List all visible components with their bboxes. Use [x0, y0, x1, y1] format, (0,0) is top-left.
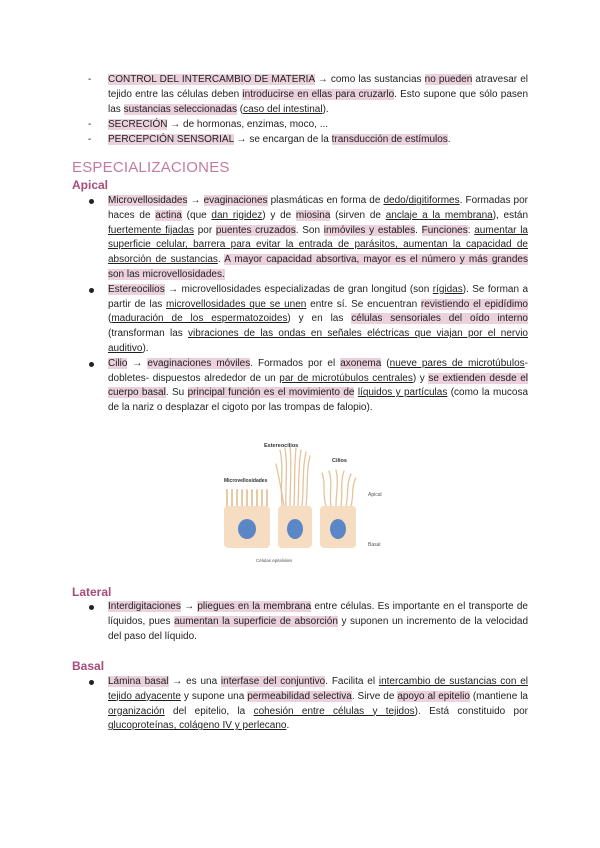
lateral-list: [88, 600, 528, 644]
text-run: →: [187, 195, 204, 206]
dash-item-text: [108, 134, 451, 145]
highlighted-text: permeabilidad selectiva: [247, 690, 352, 702]
text-run: plasmáticas en forma de: [267, 195, 384, 206]
underlined-text: anclaje a la membrana: [385, 209, 493, 221]
text-run: .: [217, 254, 225, 266]
underlined-text: dedo/digitiformes: [383, 195, 460, 206]
highlighted-text: revistiendo el epidídimo: [420, 298, 528, 310]
text-run: → microvellosidades especializadas de gran longitud (son: [164, 283, 433, 295]
highlighted-text: células sensoriales del oído interno: [351, 313, 528, 325]
basal-list: [88, 675, 528, 734]
underlined-text: maduración de los espermatozoides: [111, 313, 288, 325]
text-run: ), están: [492, 209, 529, 221]
text-run: ).: [142, 342, 149, 354]
dash-item: [88, 72, 528, 117]
bullet-item-text: [108, 358, 528, 413]
text-run: del epitelio, la: [164, 705, 254, 717]
bullet-item: [88, 357, 528, 416]
text-run: (: [381, 357, 390, 369]
text-run: y supone una: [180, 690, 248, 702]
underlined-text: fuertemente fijadas: [108, 224, 194, 236]
dash-item: [88, 117, 528, 132]
underlined-text: intercambio de sustancias con el tejido adyacente: [108, 676, 529, 702]
text-run: ).: [322, 104, 329, 115]
highlighted-text: apoyo al epitelio: [397, 690, 470, 702]
highlighted-text: evaginaciones: [203, 195, 268, 206]
figure-caption: Células epiteliales: [256, 558, 293, 563]
text-run: por: [193, 224, 216, 236]
dash-marker: -: [88, 74, 92, 85]
lateral-heading: Lateral: [72, 585, 112, 599]
text-run: → es una: [168, 676, 221, 687]
dash-marker: -: [88, 134, 92, 145]
dash-item-text: [108, 74, 528, 115]
apical-list: [88, 194, 528, 416]
text-run: y suponen un incremento de la velocidad del paso del líquido.: [108, 615, 528, 642]
bullet-dot: [89, 362, 94, 367]
text-run: .: [415, 224, 422, 236]
basal-heading: Basal: [72, 659, 105, 673]
text-run: (que: [181, 209, 212, 221]
bullet-dot: [89, 288, 94, 293]
nucleus-2: [287, 519, 303, 539]
highlighted-text: introducirse en ellas para cruzarlo: [242, 89, 395, 100]
text-run: . Son: [295, 224, 324, 236]
highlighted-text: evaginaciones móviles: [147, 357, 251, 369]
epithelial-cells-figure: [222, 438, 392, 568]
text-run: (transforman las: [108, 328, 189, 340]
bullet-item-text: [108, 601, 528, 642]
dash-item: [88, 132, 528, 147]
highlighted-text: miosina: [295, 209, 331, 221]
highlighted-text: PERCEPCIÓN SENSORIAL: [108, 134, 234, 145]
text-run: (: [236, 104, 244, 115]
text-run: ). Está constituido por: [414, 705, 528, 717]
highlighted-text: Microvellosidades: [108, 195, 188, 206]
text-run: :: [467, 224, 475, 236]
text-run: (sirven de: [330, 209, 386, 221]
underlined-text: cohesión entre células y tejidos: [253, 705, 415, 717]
text-run: . Esto supone que sólo pasen las: [108, 89, 529, 115]
apical-heading: Apical: [72, 178, 109, 192]
epithelial-cells-illustration: [222, 438, 392, 568]
underlined-text: nueve pares de microtúbulos: [389, 357, 525, 369]
text-run: . Formadas por haces de: [108, 195, 528, 221]
underlined-text: par de microtúbulos centrales: [279, 372, 413, 384]
text-run: (mantiene la: [469, 690, 528, 702]
text-run: . Sirve de: [351, 690, 398, 702]
text-run: . Facilita el: [325, 676, 379, 687]
highlighted-text: interfase del conjuntivo: [220, 676, 326, 687]
bullet-item: [88, 194, 528, 283]
highlighted-text: Cilio: [108, 357, 128, 369]
highlighted-text: axonema: [340, 357, 382, 369]
text-run: atravesar el tejido entre las células deben: [108, 74, 529, 100]
bullet-dot: [89, 680, 94, 685]
underlined-text: dan rigidez: [211, 209, 263, 221]
nucleus-3: [330, 519, 346, 539]
underlined-text: rígidas: [432, 283, 463, 295]
highlighted-text: no pueden: [424, 74, 473, 85]
highlighted-text: pliegues en la membrana: [197, 601, 312, 612]
bullet-item: [88, 675, 528, 734]
text-run: . Formados por el: [250, 357, 341, 369]
underlined-text: caso del intestinal: [243, 104, 323, 115]
label-cilios: Cilios: [332, 458, 347, 464]
text-run: → de hormonas, enzimas, moco, ...: [167, 119, 329, 130]
underlined-text: líquidos y partículas: [357, 387, 448, 399]
label-basal: Basal: [368, 542, 381, 548]
highlighted-text: inmóviles y estables: [323, 224, 416, 236]
highlighted-text: principal función es el movimiento de: [187, 387, 355, 399]
highlighted-text: transducción de estímulos: [331, 134, 448, 145]
text-run: →: [127, 357, 148, 369]
highlighted-text: SECRECIÓN: [108, 119, 168, 130]
underlined-text: microvellosidades que se unen: [166, 298, 307, 310]
microvilli: [227, 490, 267, 506]
text-run: →: [180, 601, 198, 612]
text-run: entre sí. Se encuentran: [306, 298, 421, 310]
highlighted-text: Interdigitaciones: [108, 601, 181, 612]
stereocilia: [276, 447, 310, 506]
label-estereocilios: Estereocilios: [264, 443, 299, 449]
nucleus-1: [238, 519, 256, 539]
highlighted-text: A mayor capacidad absortiva, mayor es el número y más grandes son las microvellosidades.: [108, 254, 528, 280]
function-list: [88, 72, 528, 147]
highlighted-text: Funciones: [421, 224, 468, 236]
label-apical: Apical: [368, 492, 382, 498]
highlighted-text: se extienden desde el cuerpo basal: [108, 372, 528, 399]
highlighted-text: actina: [155, 209, 182, 221]
highlighted-text: aumentan la superficie de absorción: [174, 615, 338, 627]
highlighted-text: sustancias seleccionadas: [123, 104, 237, 115]
text-run: ). Se forman a partir de las: [108, 283, 529, 310]
bullet-item-text: [108, 195, 528, 280]
highlighted-text: Lámina basal: [108, 676, 169, 687]
underlined-text: glucoproteínas, colágeno IV y perlecano: [108, 720, 287, 732]
text-run: (: [108, 313, 112, 325]
text-run: (como la mucosa de la nariz o desplazar el cigoto por las trompas de falopio).: [108, 387, 529, 414]
bullet-item-text: [108, 676, 528, 731]
text-run: → se encargan de la: [233, 134, 332, 145]
underlined-text: aumentar la superficie celular, barrera para evitar la entrada de parásitos, aumentan la capacidad de absorción de sustancias: [108, 224, 528, 266]
text-run: entre células. Es importante en el transporte de líquidos, pues: [108, 601, 528, 627]
text-run: ) y: [412, 372, 429, 384]
text-run: ) y en las: [287, 313, 352, 325]
underlined-text: organización: [108, 705, 165, 717]
highlighted-text: puentes cruzados: [215, 224, 296, 236]
text-run: . Su: [165, 387, 188, 399]
dash-marker: -: [88, 119, 92, 130]
text-run: ) y de: [262, 209, 296, 221]
bullet-dot: [89, 605, 94, 610]
highlighted-text: Estereocilios: [108, 283, 165, 295]
underlined-text: vibraciones de las ondas en señales eléctricas que viajan por el nervio auditivo: [108, 328, 528, 354]
bullet-item-text: [108, 284, 528, 354]
text-run: .: [447, 134, 451, 145]
dash-item-text: [108, 119, 328, 130]
bullet-dot: [89, 199, 94, 204]
bullet-item: [88, 283, 528, 357]
text-run: → como las sustancias: [314, 74, 425, 85]
highlighted-text: CONTROL DEL INTERCAMBIO DE MATERIA: [108, 74, 315, 85]
text-run: -dobletes- dispuestos alrededor de un: [108, 357, 528, 384]
section-title: ESPECIALIZACIONES: [72, 159, 230, 176]
label-microvellosidades: Microvellosidades: [224, 478, 268, 484]
cilia: [322, 470, 356, 506]
text-run: .: [286, 720, 290, 732]
bullet-item: [88, 600, 528, 644]
